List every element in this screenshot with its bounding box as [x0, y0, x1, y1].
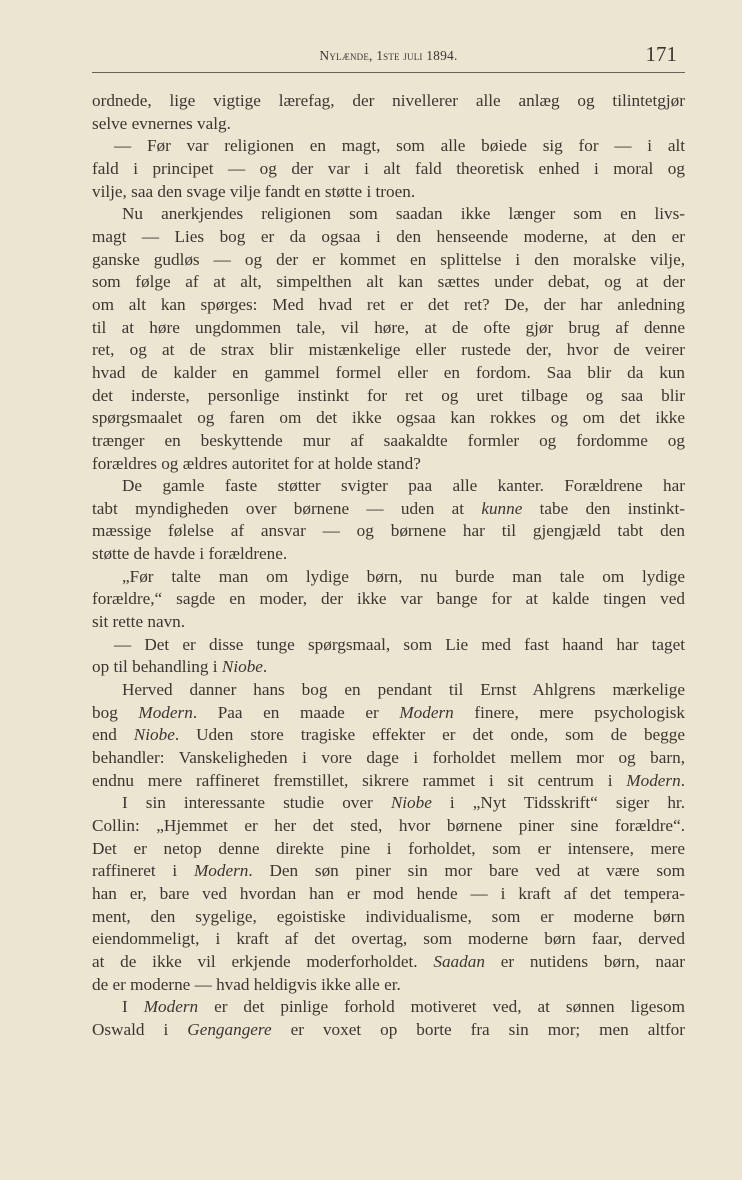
text-line	[92, 249, 685, 272]
italic-title: Gengangere	[187, 1019, 272, 1039]
text-line	[92, 135, 685, 158]
text-line	[92, 407, 685, 430]
text-line	[92, 181, 685, 204]
text-segment: forældres og ældres autoritet for at holde stand?	[92, 453, 421, 473]
text-line	[92, 339, 685, 362]
text-segment: end	[92, 725, 134, 745]
text-segment: ment, den sygelige, egoistiske individualisme, som er moderne børn	[92, 906, 685, 926]
text-line	[92, 634, 685, 657]
text-line	[92, 883, 685, 906]
italic-title: Modern	[399, 702, 454, 722]
text-line	[92, 317, 685, 340]
text-segment: . Paa en maade er	[192, 702, 400, 722]
text-line	[92, 815, 685, 838]
body-text	[92, 90, 685, 1042]
text-segment: er nutidens børn, naar	[484, 951, 685, 971]
italic-title: kunne	[481, 498, 523, 518]
text-segment: spørgsmaalet og faren om det ikke ogsaa kan rokkes og om det ikke	[92, 408, 685, 428]
text-line	[92, 860, 685, 883]
text-segment: støtte de havde i forældrene.	[92, 544, 288, 564]
text-line	[92, 838, 685, 861]
text-segment: som følge af at alt, simpelthen alt kan sættes under debat, og at der	[92, 272, 685, 292]
italic-title: Modern	[193, 861, 249, 881]
text-segment: ret, og at de strax blir mistænkelige eller rustede der, hvor de veirer	[92, 340, 685, 360]
text-segment: Det er netop denne direkte pine i forholdet, som er intensere, mere	[92, 838, 685, 858]
text-line	[92, 520, 685, 543]
text-segment: tabe den instinkt-	[522, 498, 685, 518]
text-line	[92, 475, 685, 498]
text-line	[92, 951, 685, 974]
text-line	[92, 974, 685, 997]
text-segment: op til behandling i	[92, 657, 222, 677]
italic-title: Niobe	[133, 725, 175, 745]
page-number: 171	[645, 42, 677, 66]
text-segment: forældre,“ sagde en moder, der ikke var bange for at kalde tingen ved	[92, 589, 685, 609]
italic-title: Modern	[143, 997, 199, 1017]
text-segment: — Før var religionen en magt, som alle bøiede sig for — i alt	[114, 136, 685, 156]
text-segment: det inderste, personlige instinkt for ret og uret tilbage og saa blir	[92, 385, 685, 405]
text-segment: ordnede, lige vigtige lærefag, der nivellerer alle anlæg og tilintetgjør	[92, 91, 685, 110]
italic-title: Modern	[138, 702, 193, 722]
text-line	[92, 724, 685, 747]
text-line	[92, 203, 685, 226]
text-line	[92, 770, 685, 793]
running-header	[92, 44, 685, 73]
text-segment: behandler: Vanskeligheden i vore dage i forholdet mellem mor og barn,	[92, 748, 685, 768]
text-segment: i „Nyt Tidsskrift“ siger hr.	[431, 793, 685, 813]
text-line	[92, 271, 685, 294]
text-segment: trænger en beskyttende mur af saakaldte formler og fordomme og	[92, 430, 685, 450]
text-line	[92, 90, 685, 113]
text-segment: til at høre ungdommen tale, vil høre, at de ofte gjør brug af denne	[92, 317, 685, 337]
text-segment: fald i principet — og der var i alt fald theoretisk enhed i moral og	[92, 158, 685, 178]
text-segment: ganske gudløs — og der er kommet en splittelse i den moralske vilje,	[92, 249, 685, 269]
text-line	[92, 906, 685, 929]
text-line	[92, 362, 685, 385]
text-line	[92, 430, 685, 453]
text-segment: . Uden store tragiske effekter er det onde, som de begge	[174, 725, 685, 745]
text-line	[92, 928, 685, 951]
text-segment: er voxet op borte fra sin mor; men altfor	[271, 1019, 685, 1039]
text-line	[92, 453, 685, 476]
text-line	[92, 996, 685, 1019]
text-segment: . Den søn piner sin mor bare ved at være som	[248, 861, 685, 881]
text-line	[92, 588, 685, 611]
text-segment: finere, mere psychologisk	[453, 702, 685, 722]
text-segment: I	[122, 997, 144, 1017]
text-segment: Nu anerkjendes religionen som saadan ikke længer som en livs-	[122, 204, 685, 224]
text-segment: „Før talte man om lydige børn, nu burde man tale om lydige	[122, 566, 685, 586]
text-line	[92, 747, 685, 770]
text-segment: I sin interessante studie over	[122, 793, 391, 813]
text-segment: Herved danner hans bog en pendant til Ernst Ahlgrens mærkelige	[122, 680, 685, 700]
text-segment: Collin: „Hjemmet er her det sted, hvor børnene piner sine forældre“.	[92, 816, 685, 835]
text-segment: magt — Lies bog er da ogsaa i den henseende moderne, at den er	[92, 226, 685, 246]
text-line	[92, 113, 685, 136]
text-segment: endnu mere raffineret fremstillet, sikrere rammet i sit centrum i	[92, 770, 627, 790]
text-segment: tabt myndigheden over børnene — uden at	[92, 498, 482, 518]
text-segment: hvad de kalder en gammel formel eller en fordom. Saa blir da kun	[92, 362, 685, 382]
text-segment: at de ikke vil erkjende moderforholdet.	[92, 951, 434, 971]
text-segment: de er moderne — hvad heldigvis ikke alle er.	[92, 974, 401, 994]
italic-title: Modern	[626, 770, 681, 790]
text-line	[92, 226, 685, 249]
text-segment: vilje, saa den svage vilje fandt en støtte i troen.	[92, 181, 416, 201]
text-line	[92, 1019, 685, 1042]
text-segment: eiendommeligt, i kraft af det overtag, som moderne børn faar, derved	[92, 929, 685, 949]
text-line	[92, 656, 685, 679]
text-line	[92, 543, 685, 566]
italic-title: Saadan	[433, 951, 485, 971]
text-segment: .	[680, 770, 685, 790]
text-segment: raffineret i	[92, 861, 194, 881]
italic-title: Niobe	[221, 657, 263, 677]
text-line	[92, 158, 685, 181]
running-title: Nylænde, 1ste juli 1894.	[319, 48, 458, 63]
text-segment: mæssige følelse af ansvar — og børnene har til gjengjæld tabt den	[92, 521, 685, 541]
text-segment: .	[262, 657, 268, 677]
text-segment: han er, bare ved hvordan han er mod hende — i kraft af det tempera-	[92, 883, 685, 903]
text-segment: sit rette navn.	[92, 612, 186, 632]
text-line	[92, 679, 685, 702]
text-line	[92, 294, 685, 317]
text-line	[92, 385, 685, 408]
text-segment: selve evnernes valg.	[92, 113, 231, 133]
text-segment: — Det er disse tunge spørgsmaal, som Lie med fast haand har taget	[114, 634, 685, 654]
text-segment: er det pinlige forhold motiveret ved, at sønnen ligesom	[198, 997, 685, 1017]
italic-title: Niobe	[390, 793, 432, 813]
text-segment: Oswald i	[92, 1019, 188, 1039]
text-line	[92, 498, 685, 521]
text-line	[92, 611, 685, 634]
text-segment: bog	[92, 702, 139, 722]
text-segment: om alt kan spørges: Med hvad ret er det ret? De, der har anledning	[92, 294, 685, 314]
text-line	[92, 792, 685, 815]
text-line	[92, 566, 685, 589]
text-line	[92, 702, 685, 725]
text-segment: De gamle faste støtter svigter paa alle kanter. Forældrene har	[122, 476, 685, 496]
